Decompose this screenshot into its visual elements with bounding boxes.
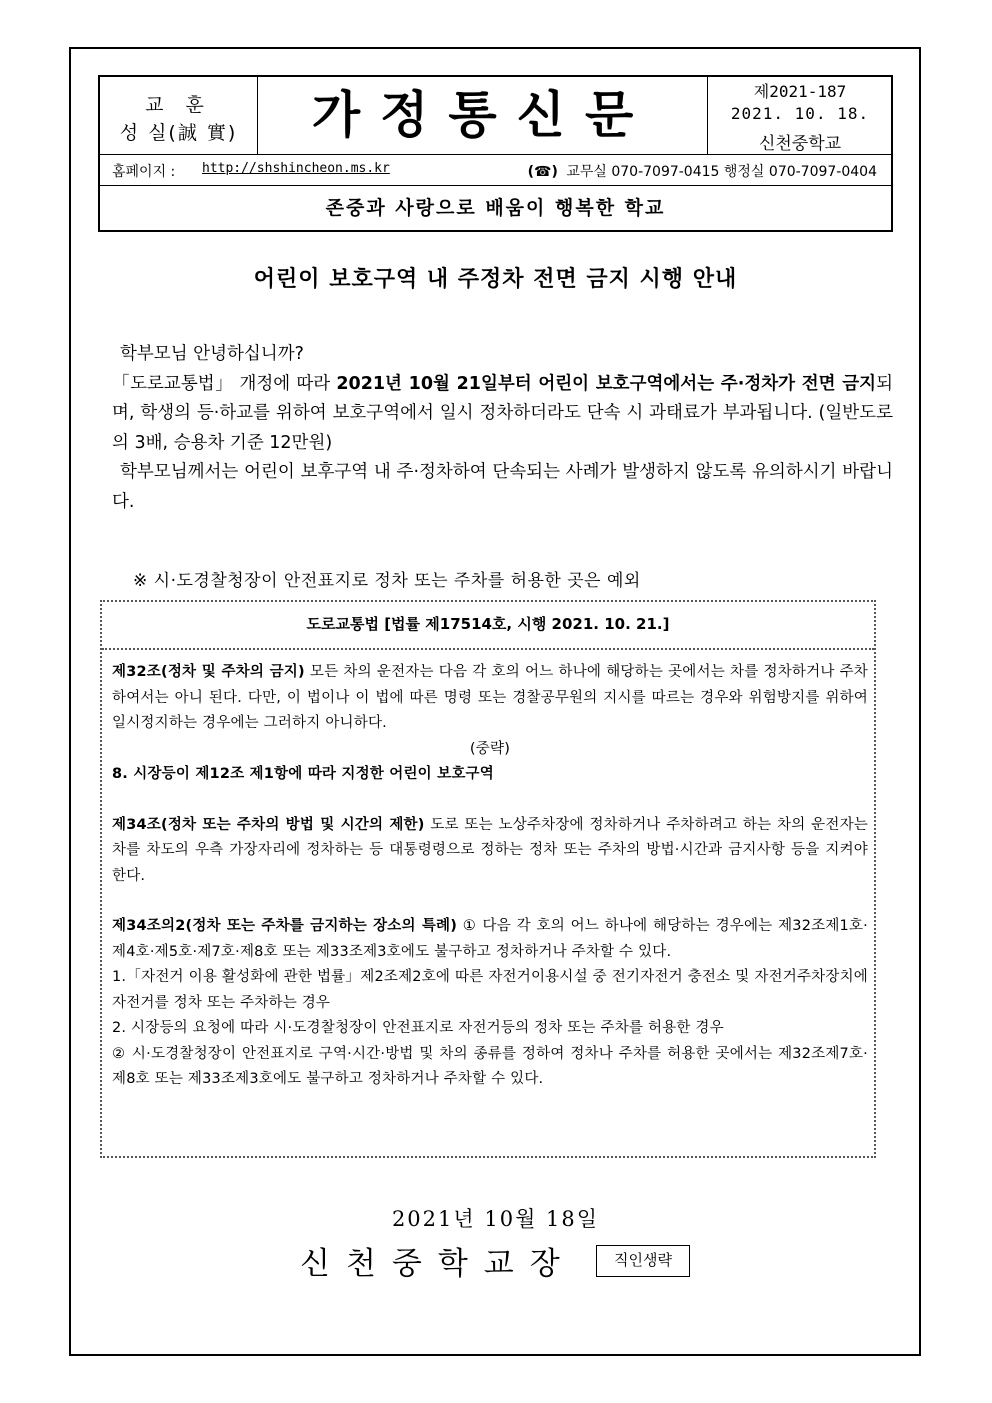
law-excerpt-box <box>100 600 876 1158</box>
motto-label: 교 훈 <box>145 94 212 116</box>
phone-icon: (☎) <box>527 164 558 180</box>
issue-date: 2021. 10. 18. <box>730 104 870 123</box>
newsletter-header <box>98 75 893 232</box>
article-32: 제32조(정차 및 주차의 금지) 모든 차의 운전자는 다음 각 호의 어느 하나에 해당하는 곳에서는 차를 정차하거나 주차하여서는 아니 된다. 다만, 이 법이나 이 법에 따른 명령 또는 경찰공무원의 지시를 따르는 경우와 위험방지를 위하여 일시정지하는 경우에는 그러하지 아니하다. <box>112 664 869 731</box>
motto-text: 성 실(誠 實) <box>119 122 238 144</box>
page-title: 가정통신문 <box>311 86 654 144</box>
issue-info <box>707 77 892 154</box>
phone-text: 교무실 070-7097-0415 행정실 070-7097-0404 <box>566 164 877 180</box>
article-32-item-8: 8. 시장등이 제12조 제1항에 따라 지정한 어린이 보호구역 <box>112 766 494 782</box>
homepage-label: 홈페이지 : <box>112 164 176 180</box>
paragraph-2: 학부모님께서는 어린이 보후구역 내 주·정차하여 단속되는 사례가 발생하지 않도록 유의하시기 바랍니다. <box>112 462 893 512</box>
omitted-marker: (중략) <box>469 740 511 757</box>
seal-omitted-box: 직인생략 <box>596 1245 690 1277</box>
greeting: 학부모님 안녕하십니까? <box>120 344 304 364</box>
article-34-2-item-1: 1.「자전거 이용 활성화에 관한 법률」제2조제2호에 따른 자전거이용시설 중 전기자전거 충전소 및 자전거주차장치에 자전거를 정차 또는 주차하는 경우 <box>112 969 868 1011</box>
school-motto <box>100 77 258 154</box>
article-34-2-item-2: 2. 시장등의 요청에 따라 시·도경찰청장이 안전표지로 자전거등의 정차 또는 주차를 허용한 경우 <box>112 1020 724 1036</box>
header-top-row <box>100 77 891 155</box>
contact-row <box>100 155 891 186</box>
law-heading: 도로교통법 [법률 제17514호, 시행 2021. 10. 21.] <box>102 602 874 650</box>
homepage-link[interactable]: http://shshincheon.ms.kr <box>202 161 390 176</box>
phone-numbers <box>528 161 877 181</box>
notice-body <box>112 340 893 517</box>
article-34-2: 제34조의2(정차 또는 주차를 금지하는 장소의 특례) ① 다음 각 호의 어느 하나에 해당하는 경우에는 제32조제1호·제4호·제5호·제7호·제8호 또는 제33조제3호에도 불구하고 정차하거나 주차할 수 있다. <box>112 918 868 960</box>
school-name: 신천중학교 <box>758 134 842 154</box>
article-34: 제34조(정차 또는 주차의 방법 및 시간의 제한) 도로 또는 노상주차장에 정차하거나 주차하려고 하는 차의 운전자는 차를 차도의 우측 가장자리에 정차하는 등 대통령령으로 정하는 정차 또는 주차의 방법·시간과 금지사항 등을 지켜야 한다. <box>112 816 868 884</box>
issue-number: 제2021-187 <box>753 82 847 101</box>
principal-signature: 신천중학교장 <box>300 1246 576 1282</box>
notice-title: 어린이 보호구역 내 주정차 전면 금지 시행 안내 <box>253 267 738 292</box>
paragraph-1-bold: 2021년 10월 21일부터 어린이 보호구역에서는 주·정차가 전면 금지 <box>336 373 877 394</box>
paragraph-1: 「도로교통법」 개정에 따라 2021년 10월 21일부터 어린이 보호구역에서는 주·정차가 전면 금지되며, 학생의 등·하교를 위하여 보호구역에서 일시 정차하더라도 단속 시 과태료가 부과됩니다. (일반도로의 3배, 승용차 기준 12만원) <box>112 373 893 453</box>
issue-footer-date: 2021년 10월 18일 <box>391 1207 600 1231</box>
exception-note: ※ 시·도경찰청장이 안전표지로 정차 또는 주차를 허용한 곳은 예외 <box>133 571 641 591</box>
school-slogan: 존중과 사랑으로 배움이 행복한 학교 <box>325 197 666 219</box>
law-body <box>112 660 868 1093</box>
article-34-2-para-2: ② 시·도경찰청장이 안전표지로 구역·시간·방법 및 차의 종류를 정하여 정차나 주차를 허용한 곳에서는 제32조제7호·제8호 또는 제33조제3호에도 불구하고 정차하거나 주차할 수 있다. <box>112 1045 868 1087</box>
